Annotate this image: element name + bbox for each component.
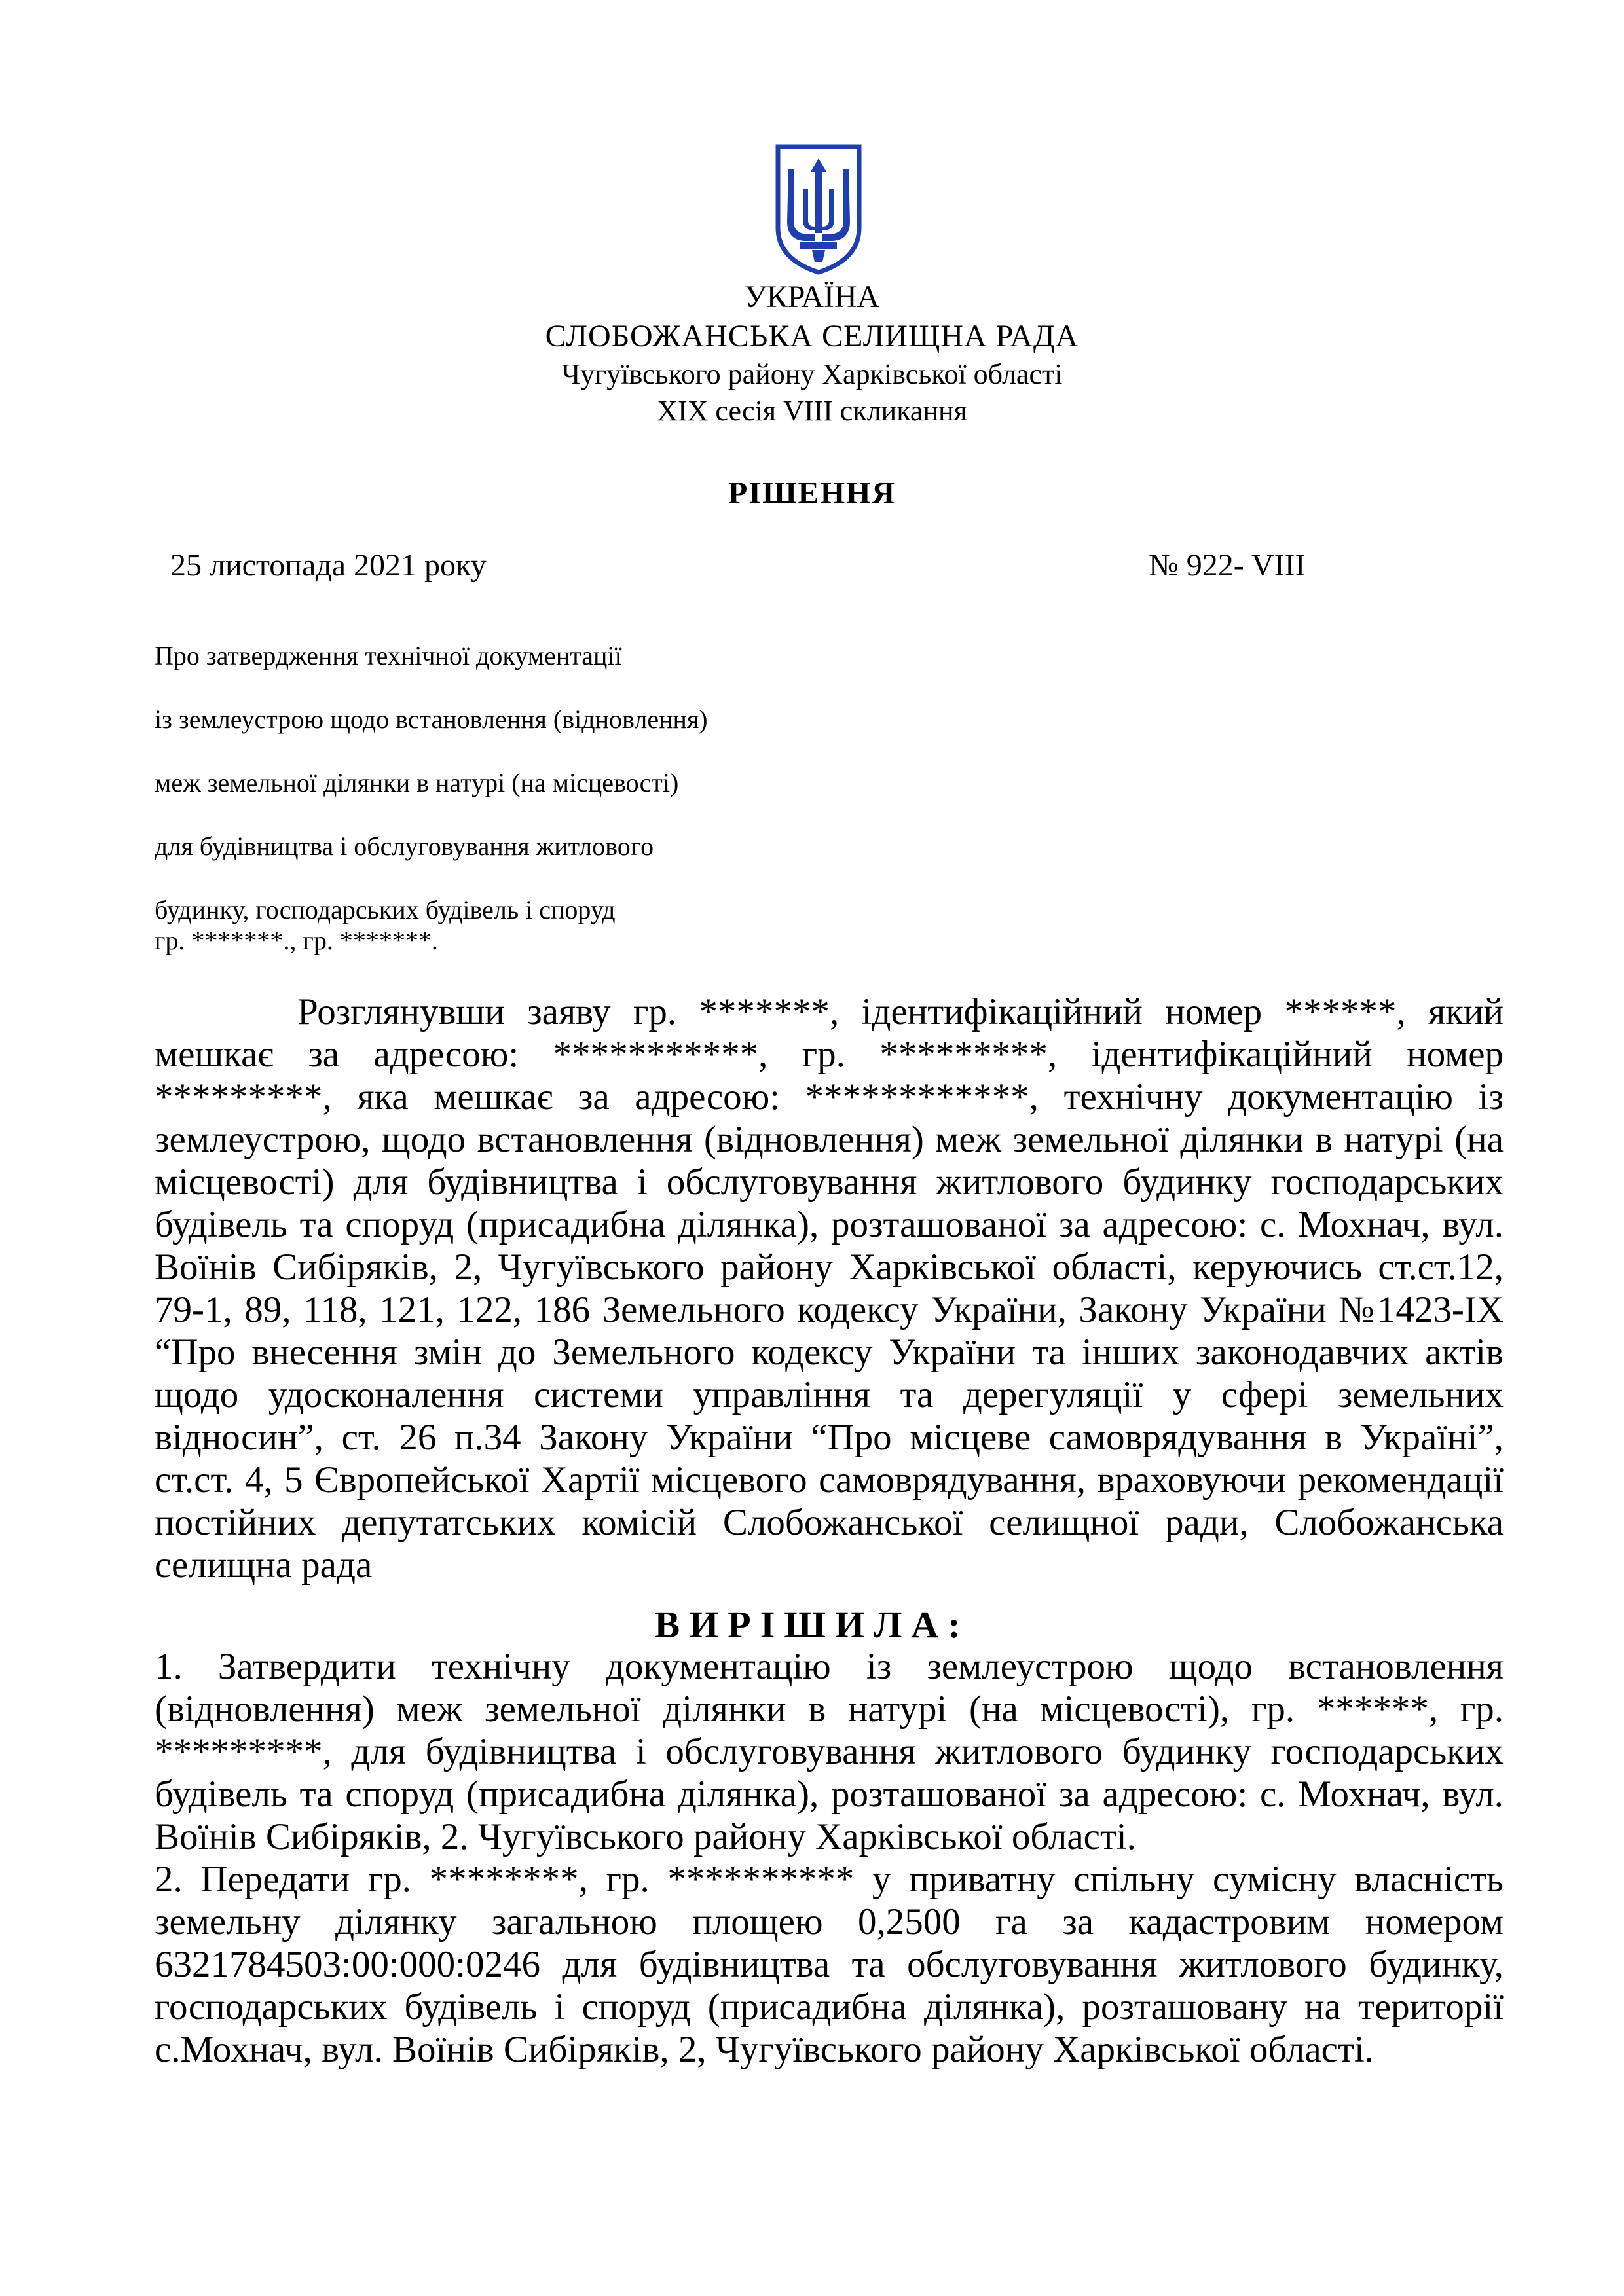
decided-heading: ВИРІШИЛА: <box>654 1603 970 1646</box>
document-title: РІШЕННЯ <box>728 476 896 511</box>
header-session: XIX сесія VIII скликання <box>657 395 967 427</box>
header-country: УКРАЇНА <box>744 280 880 314</box>
decision-item-2: 2. Передати гр. ********, гр. ********** у приватну спільну сумісну власність земельну ділянку загальною площею 0,2500 га за кадастровим номером 6321784503:00:000:0246 для будівництва та обслуговування житлового будинку, господарських будівель і споруд (присадибна ділянка), розташовану на території с.Мохнач, вул. Воїнів Сибіряків, 2, Чугуївського району Харківської області. <box>155 1859 1504 2070</box>
subject-line: гр. *******., гр. *******. <box>155 926 438 955</box>
subject-line: меж земельної ділянки в натурі (на місцевості) <box>155 768 679 797</box>
header-council: СЛОБОЖАНСЬКА СЕЛИЩНА РАДА <box>545 319 1079 354</box>
decision-item-1: 1. Затвердити технічну документацію із землеустрою щодо встановлення (відновлення) меж земельної ділянки в натурі (на місцевості), гр. ******, гр. *********, для будівництва і обслуговування житлового будинку господарських будівель та споруд (присадибна ділянка), розташованої за адресою: с. Мохнач, вул. Воїнів Сибіряків, 2. Чугуївського району Харківської області. <box>155 1646 1504 1857</box>
coat-of-arms-icon <box>774 143 863 276</box>
preamble-paragraph: Розглянувши заяву гр. *******, ідентифікаційний номер ******, який мешкає за адресою: ***********, гр. *********, ідентифікаційний номер *********, яка мешкає за адресою: ************, технічну документацію із землеустрою, щодо встановлення (відновлення) меж земельної ділянки в натурі (на місцевості) для будівництва і обслуговування житлового будинку господарських будівель та споруд (присадибна ділянка), розташованої за адресою: с. Мохнач, вул. Воїнів Сибіряків, 2, Чугуївського району Харківської області, керуючись ст.ст.12, 79-1, 89, 118, 121, 122, 186 Земельного кодексу України, Закону України №1423-IX “Про внесення змін до Земельного кодексу України та інших законодавчих актів щодо удосконалення системи управління та дерегуляції у сфері земельних відносин”, ст. 26 п.34 Закону України “Про місцеве самоврядування в Україні”, ст.ст. 4, 5 Європейської Хартії місцевого самоврядування, враховуючи рекомендації постійних депутатських комісій Слобожанської селищної ради, Слобожанська селищна рада <box>155 991 1504 1586</box>
subject-line: Про затвердження технічної документації <box>155 641 622 670</box>
header-district: Чугуївського району Харківської області <box>561 358 1063 390</box>
document-date: 25 листопада 2021 року <box>170 548 487 583</box>
subject-line: із землеустрою щодо встановлення (відновлення) <box>155 704 708 734</box>
subject-line: будинку, господарських будівель і споруд <box>155 895 616 924</box>
subject-line: для будівництва і обслуговування житлового <box>155 831 654 861</box>
document-number: № 922- VIII <box>1149 548 1306 583</box>
